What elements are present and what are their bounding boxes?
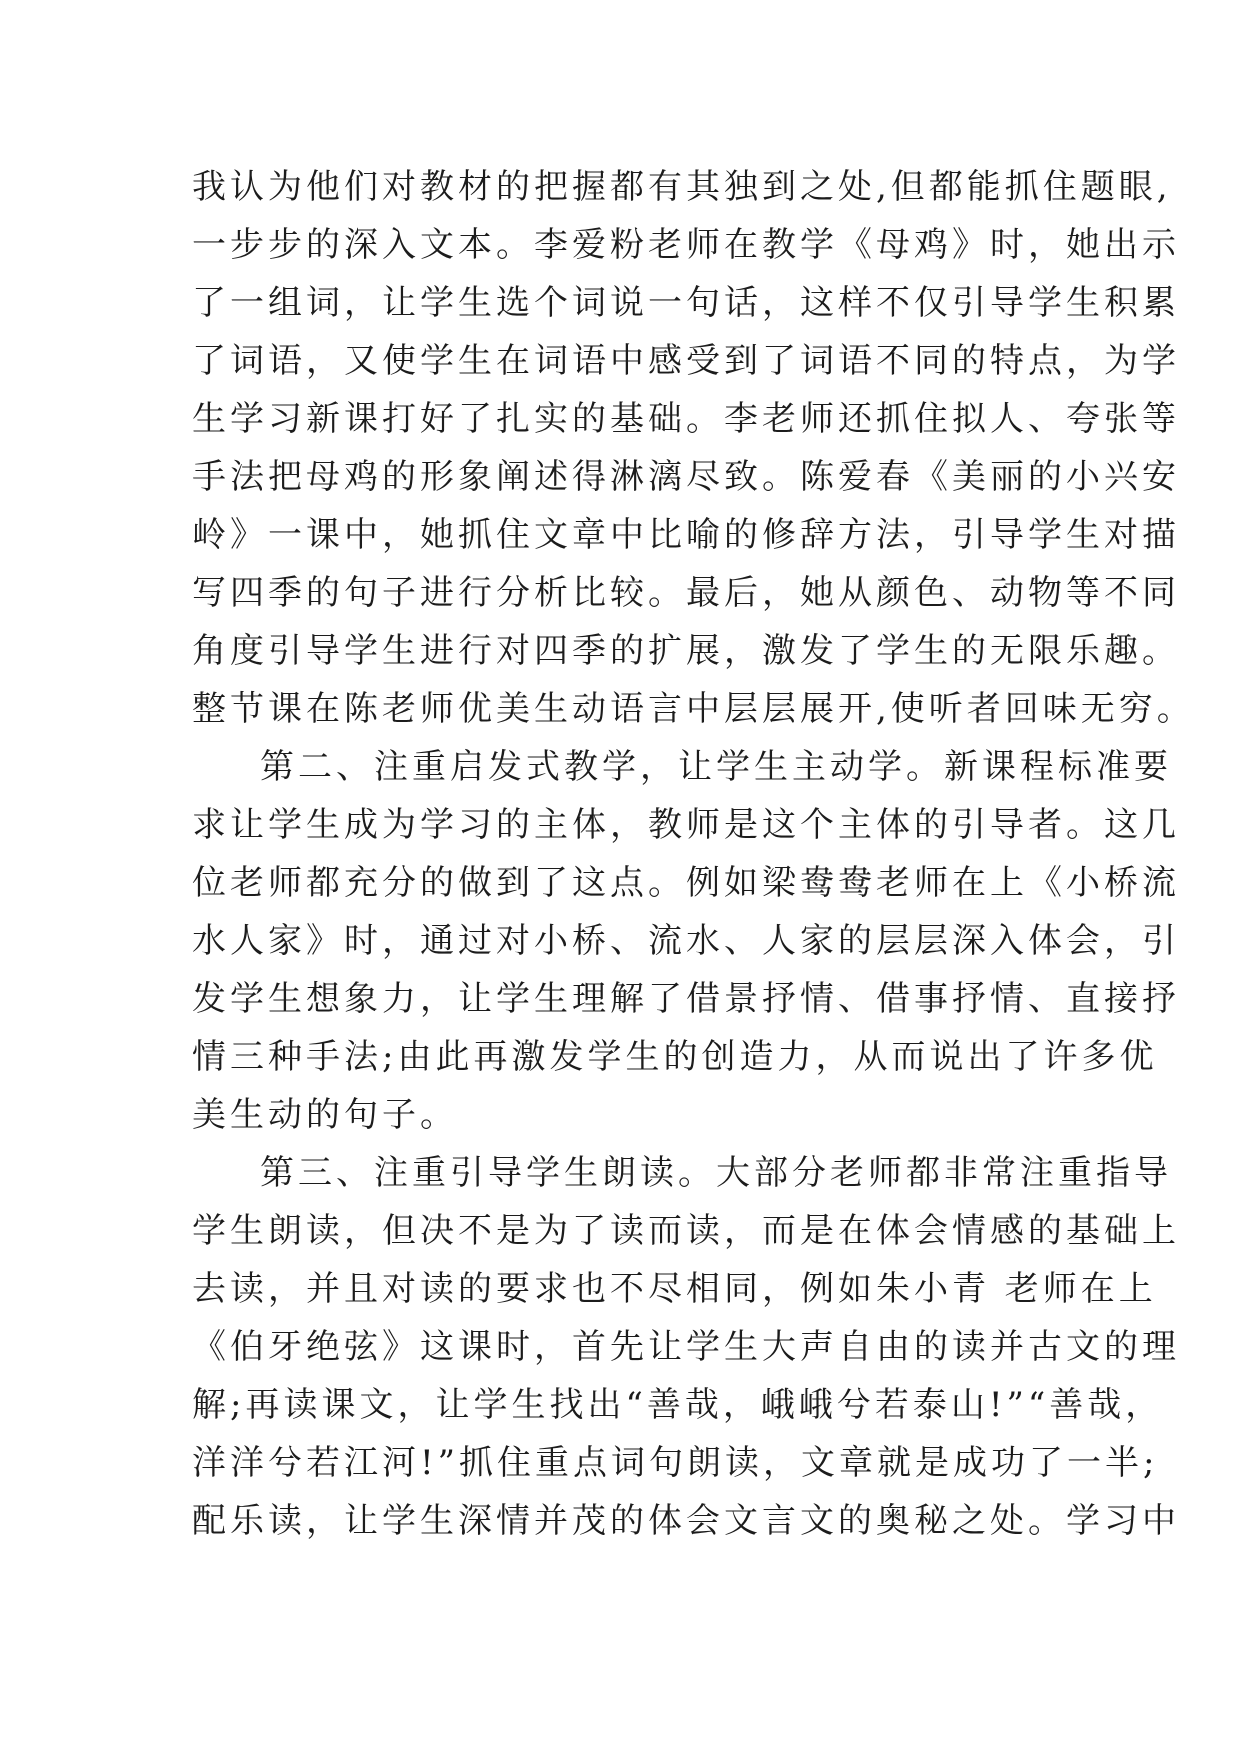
text-line: 了词语，又使学生在词语中感受到了词语不同的特点，为学 (192, 341, 1180, 381)
text-line: 我认为他们对教材的把握都有其独到之处,但都能抓住题眼, (192, 167, 1172, 207)
text-line: 配乐读，让学生深情并茂的体会文言文的奥秘之处。学习中 (192, 1501, 1180, 1541)
text-line: 求让学生成为学习的主体，教师是这个主体的引导者。这几 (192, 805, 1180, 845)
text-line: 写四季的句子进行分析比较。最后，她从颜色、动物等不同 (192, 573, 1180, 613)
paragraph-start-line: 第二、注重启发式教学，让学生主动学。新课程标准要 (260, 747, 1172, 787)
text-line: 洋洋兮若江河!”抓住重点词句朗读，文章就是成功了一半; (192, 1443, 1159, 1483)
text-line: 生学习新课打好了扎实的基础。李老师还抓住拟人、夸张等 (192, 399, 1180, 439)
text-line: 解;再读课文，让学生找出“善哉，峨峨兮若泰山!”“善哉， (192, 1385, 1164, 1425)
text-line: 位老师都充分的做到了这点。例如梁鸯鸯老师在上《小桥流 (192, 863, 1180, 903)
text-line: 角度引导学生进行对四季的扩展，激发了学生的无限乐趣。 (192, 631, 1180, 671)
text-line: 发学生想象力，让学生理解了借景抒情、借事抒情、直接抒 (192, 979, 1180, 1019)
text-line: 了一组词，让学生选个词说一句话，这样不仅引导学生积累 (192, 283, 1180, 323)
text-line: 一步步的深入文本。李爱粉老师在教学《母鸡》时，她出示 (192, 225, 1180, 265)
text-line: 学生朗读，但决不是为了读而读，而是在体会情感的基础上 (192, 1211, 1180, 1251)
text-line: 《伯牙绝弦》这课时，首先让学生大声自由的读并古文的理 (192, 1327, 1180, 1367)
text-line: 手法把母鸡的形象阐述得淋漓尽致。陈爱春《美丽的小兴安 (192, 457, 1180, 497)
document-body (192, 158, 1195, 1550)
text-line: 情三种手法;由此再激发学生的创造力，从而说出了许多优 (192, 1037, 1158, 1077)
text-line: 水人家》时，通过对小桥、流水、人家的层层深入体会，引 (192, 921, 1180, 961)
text-line: 美生动的句子。 (192, 1095, 458, 1135)
paragraph-start-line: 第三、注重引导学生朗读。大部分老师都非常注重指导 (260, 1153, 1172, 1193)
text-line: 岭》一课中，她抓住文章中比喻的修辞方法，引导学生对描 (192, 515, 1180, 555)
text-line: 去读，并且对读的要求也不尽相同，例如朱小青 老师在上 (192, 1269, 1157, 1309)
text-line: 整节课在陈老师优美生动语言中层层展开,使听者回味无穷。 (192, 689, 1195, 729)
